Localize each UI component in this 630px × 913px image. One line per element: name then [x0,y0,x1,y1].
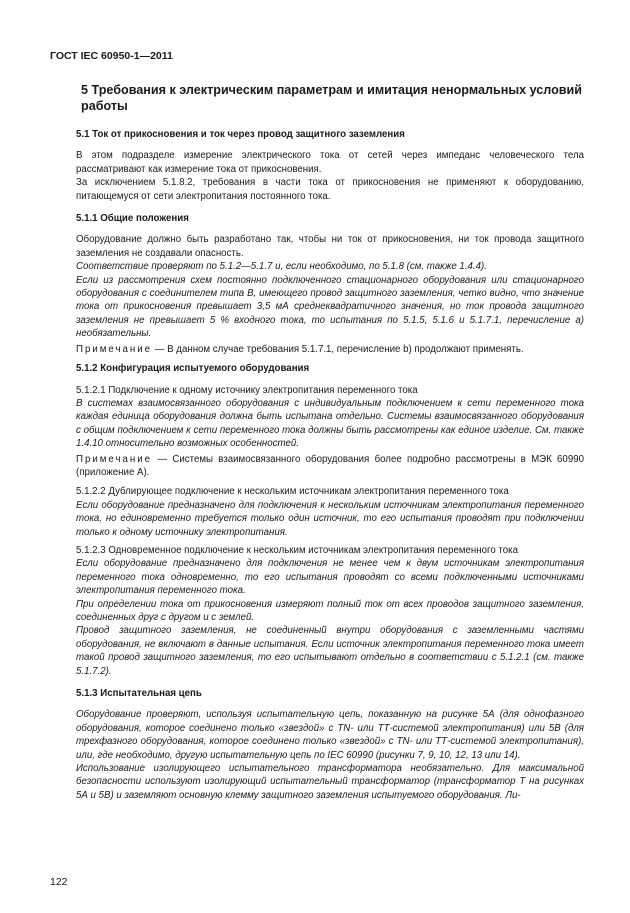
page-number: 122 [50,876,68,888]
paragraph-compliance: Соответствие проверяют по 5.1.2—5.1.7 и, если необходимо, по 5.1.8 (см. также 1.4.4). [76,261,487,273]
clause-5-1-2-3-title: 5.1.2.3 Одновременное подключение к нескольким источникам электропитания переменного тока [76,544,518,556]
paragraph-italic: В системах взаимосвязанного оборудования с индивидуальным подключением к сети переменного тока каждая единица оборудования должна быть испытана отдельно. Системы взаимосвязанного оборудования с общим подключением к сети переменного тока должны быть рассмотрены как единое изделие. См. также 1.4.10 относительно возможных особенностей. [76,397,584,450]
paragraph-italic: Если из рассмотрения схем постоянно подключенного стационарного оборудования или стационарного оборудования с соединителем типа В, имеющего провод защитного заземления, четко видно, что значение тока от прикосновения превышает 3,5 мА среднеквадратичного значения, но ток провода защитного заземления не превышает 5 % входного тока, то испытания по 5.1.5, 5.1.6 и 5.1.7.1, перечисление а) необязательны. [76,274,584,340]
paragraph-italic: Если оборудование предназначено для подключения не менее чем к двум источникам электропитания переменного тока одновременно, то его испытания проводят со всеми подключенными источниками электропитания переменного тока. [76,558,584,597]
paragraph: В этом подразделе измерение электрического тока от сетей через импеданс человеческого тела рассматривают как измерение тока от прикосновения. [76,150,584,175]
note-label: Примечание [76,343,153,355]
subsection-5-1-3-title: 5.1.3 Испытательная цепь [76,688,202,700]
paragraph-italic: Использование изолирующего испытательного трансформатора необязательно. Для максимальной безопасности используют изолирующий испытательный трансформатор (трансформатор Т на рисунках 5А и 5В) и заземляют основную клемму защитного заземления испытуемого оборудования. Ли- [76,763,584,801]
clause-5-1-2-2-title: 5.1.2.2 Дублирующее подключение к нескольким источникам электропитания переменного тока [76,486,509,498]
note [76,453,584,480]
paragraph: Оборудование должно быть разработано так, чтобы ни ток от прикосновения, ни ток провода защитного заземления не создавали опасность. [76,234,584,259]
paragraph-italic: При определении тока от прикосновения измеряют полный ток от всех проводов защитного заземления, соединенных друг с другом и с землей. [76,598,584,623]
clause-5-1-2-1-title: 5.1.2.1 Подключение к одному источнику электропитания переменного тока [76,384,418,396]
note-label: Примечание [76,453,153,465]
page-body [76,82,584,802]
paragraph-italic: Если оборудование предназначено для подключения к нескольким источникам электропитания переменного тока, но единовременно требуется только один источник, то его испытания проводят при подключении только к одному источнику электропитания. [76,499,584,538]
note [76,343,584,356]
note-text: — Системы взаимосвязанного оборудования более подробно рассмотрены в МЭК 60990 (приложение А). [76,453,584,478]
subsection-5-1-1-title: 5.1.1 Общие положения [76,213,189,225]
note-text: — В данном случае требования 5.1.7.1, перечисление b) продолжают применять. [152,343,524,355]
subsection-5-1-title: 5.1 Ток от прикосновения и ток через провод защитного заземления [76,129,405,140]
document-id: ГОСТ IEC 60950-1—2011 [50,50,173,62]
paragraph-italic: Провод защитного заземления, не соединенный внутри оборудования с заземленными частями оборудования, не включают в данные испытания. Если источник электропитания переменного тока имеет такой провод защитного заземления, то его испытывают отдельно в соответствии с 5.1.2.1 (см. также 5.1.7.2). [76,625,584,677]
section-title: 5 Требования к электрическим параметрам и имитация ненормальных условий работы [81,83,583,113]
subsection-5-1-2-title: 5.1.2 Конфигурация испытуемого оборудования [76,363,310,375]
paragraph: За исключением 5.1.8.2, требования в части тока от прикосновения не применяют к оборудованию, питающемуся от сети электропитания постоянного тока. [76,177,584,202]
paragraph-italic: Оборудование проверяют, используя испытательную цепь, показанную на рисунке 5А (для однофазного оборудования, которое соединено только «звездой» с TN- или ТТ-системой электропитания) или 5В (для трехфазного оборудования, которое соединено только «звездой» с TN- или ТТ-системой электропитания), или, где необходимо, другую испытательную цепь по IEC 60990 (рисунки 7, 9, 10, 12, 13 или 14). [76,709,584,761]
